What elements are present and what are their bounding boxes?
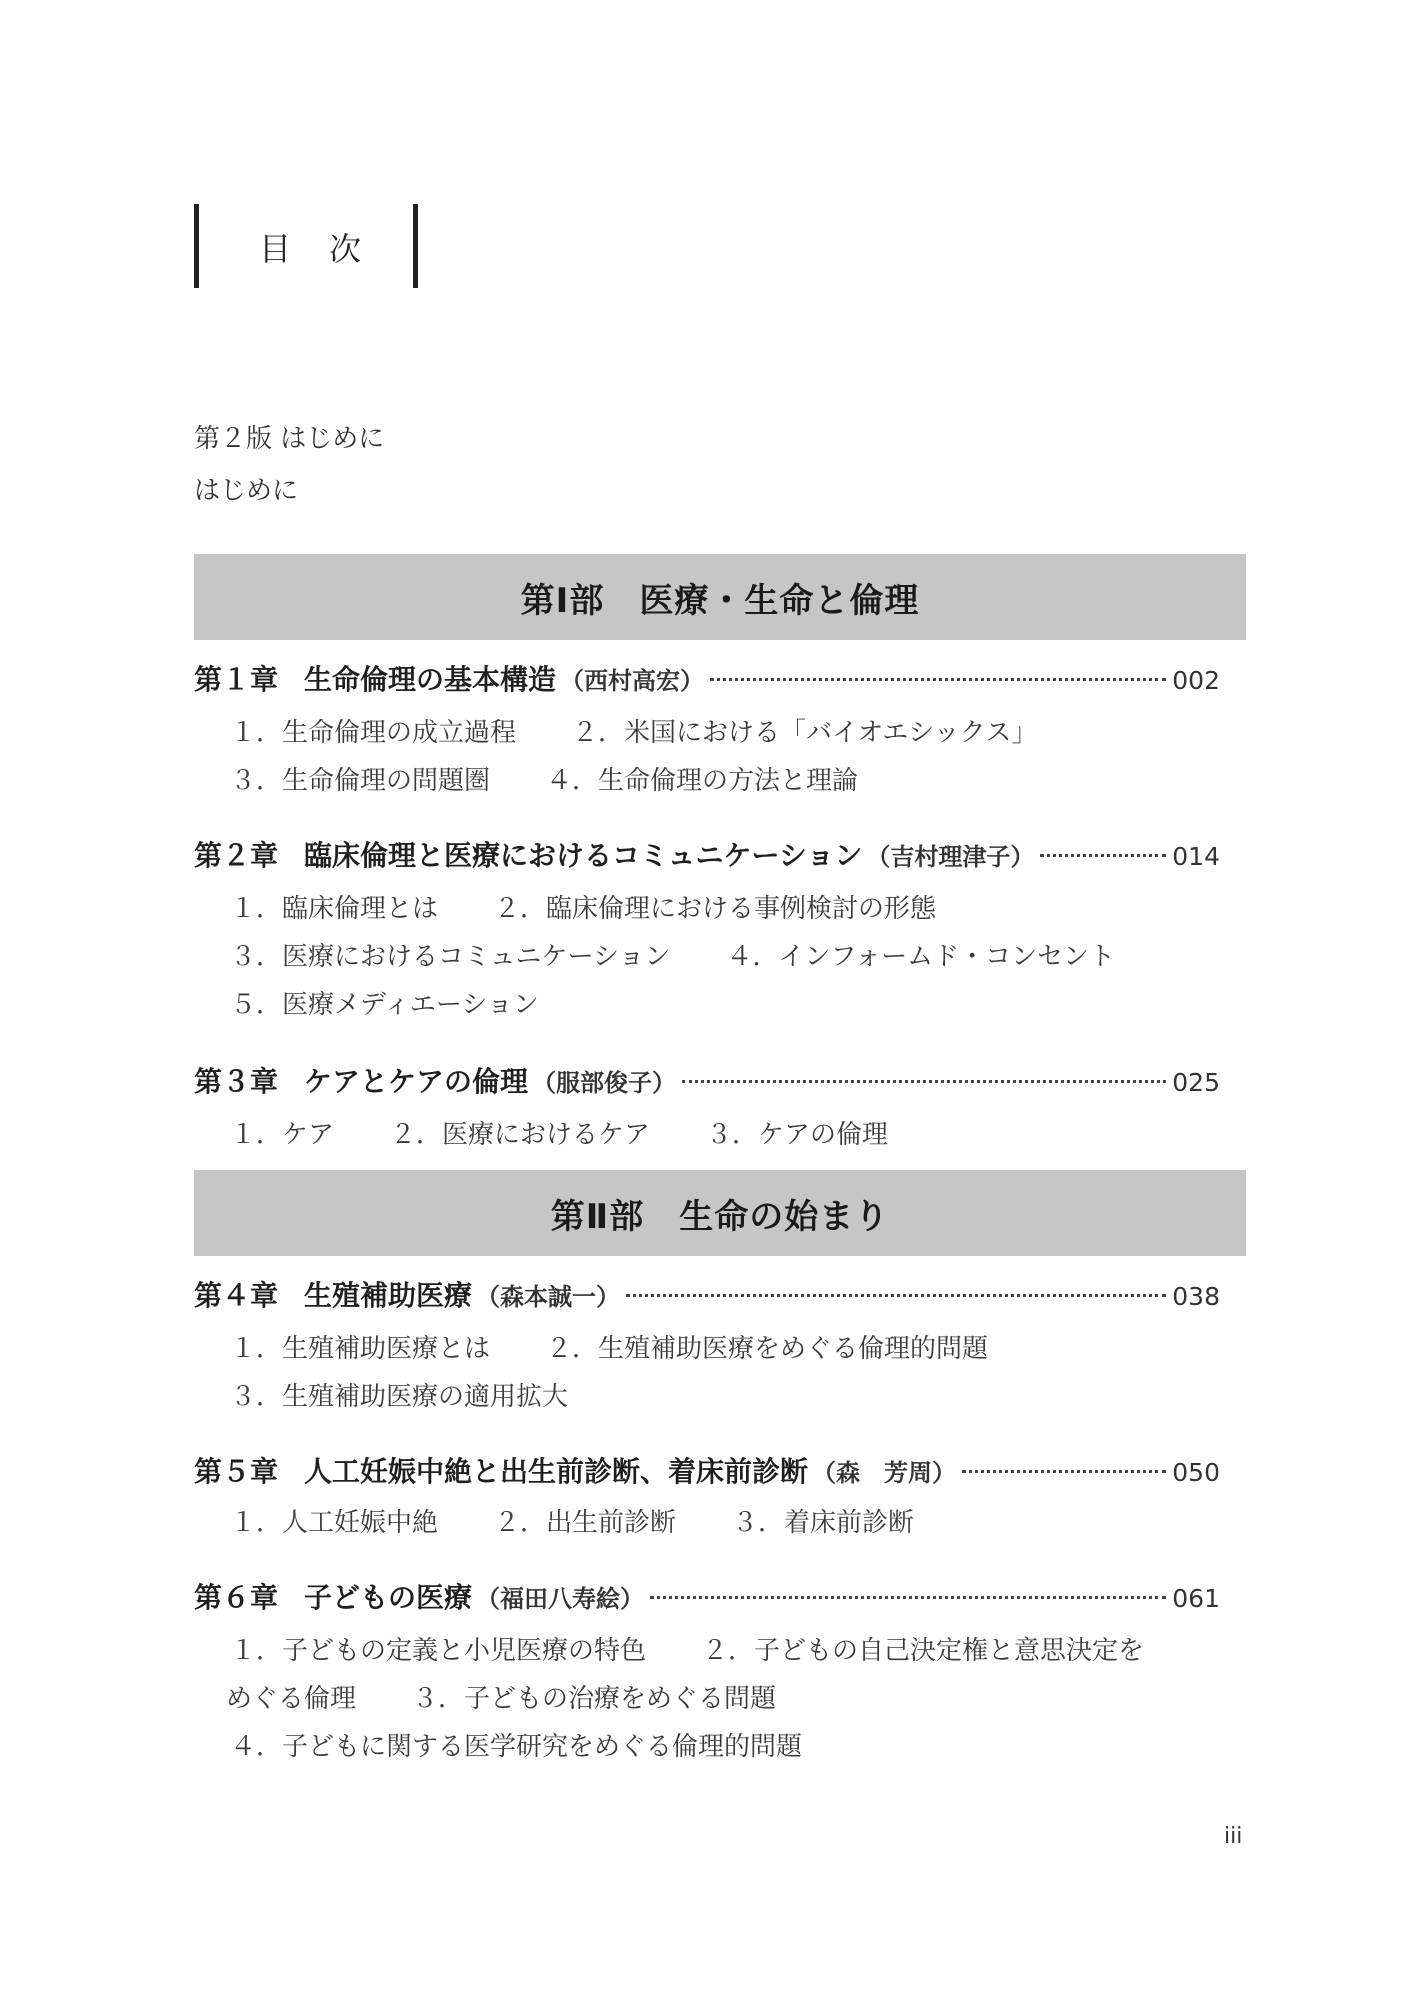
section-line [230,712,1093,749]
section-item[interactable]: １．人工妊娠中絶 [230,1508,439,1538]
front-matter-second-edition[interactable]: 第２版 はじめに [194,424,385,454]
toc-title: 目 次 [259,230,376,268]
chapter-entry-5[interactable] [194,1450,1220,1490]
chapter-author: （森本誠一） [476,1283,621,1311]
chapter-author: （吉村理津子） [866,843,1035,871]
chapter-page-number: 014 [1172,842,1220,871]
section-item[interactable]: ３．ケアの倫理 [706,1120,889,1150]
chapter-entry-2[interactable] [194,834,1220,874]
section-item[interactable]: ３．医療におけるコミュニケーション [230,942,671,972]
chapter-page-number: 050 [1172,1458,1220,1487]
dot-leader [710,678,1166,681]
section-item[interactable]: ３．生命倫理の問題圏 [230,766,491,796]
section-line [230,1328,1044,1365]
section-item[interactable]: ３．着床前診断 [732,1508,915,1538]
chapter-author: （福田八寿絵） [476,1585,645,1613]
dot-leader [962,1470,1166,1473]
chapter-title: ケアとケアの倫理 [304,1065,529,1098]
part-banner-2 [194,1170,1246,1256]
dot-leader [1040,854,1166,857]
section-line [230,1114,944,1151]
section-item[interactable]: ２．出生前診断 [494,1508,677,1538]
section-line [230,760,914,797]
section-line [230,984,595,1021]
part-banner-1 [194,554,1246,640]
section-line [226,1678,832,1715]
chapter-title: 臨床倫理と医療におけるコミュニケーション [304,839,863,872]
chapter-title: 生命倫理の基本構造 [304,663,557,696]
chapter-author: （服部俊子） [532,1069,677,1097]
front-matter-introduction[interactable]: はじめに [194,476,299,506]
chapter-label: 第５章 [194,1455,279,1488]
section-item[interactable]: １．生殖補助医療とは [230,1334,491,1364]
section-line [230,1502,970,1539]
section-item[interactable]: １．ケア [230,1120,335,1150]
part-title: 第Ⅰ部 医療・生命と倫理 [520,580,920,621]
section-line [230,936,1171,973]
section-item[interactable]: １．臨床倫理とは [230,894,439,924]
section-item[interactable]: ３．子どもの治療をめぐる問題 [412,1684,777,1714]
section-line [230,888,992,925]
chapter-entry-4[interactable] [194,1274,1220,1314]
chapter-label: 第４章 [194,1279,279,1312]
chapter-title: 人工妊娠中絶と出生前診断、着床前診断 [304,1455,809,1488]
section-line [230,1726,858,1763]
section-item[interactable]: ２．臨床倫理における事例検討の形態 [494,894,937,924]
section-item[interactable]: ２．医療におけるケア [390,1120,651,1150]
section-item[interactable]: めぐる倫理 [226,1684,357,1714]
dot-leader [650,1596,1166,1599]
chapter-entry-6[interactable] [194,1576,1220,1616]
section-line [230,1630,1200,1667]
section-item[interactable]: ３．生殖補助医療の適用拡大 [230,1382,569,1412]
chapter-title: 子どもの医療 [304,1581,473,1614]
section-item[interactable]: ５．医療メディエーション [230,990,539,1020]
chapter-page-number: 061 [1172,1584,1220,1613]
section-item[interactable]: ４．インフォームド・コンセント [726,942,1116,972]
section-item[interactable]: ４．生命倫理の方法と理論 [546,766,859,796]
section-item[interactable]: １．生命倫理の成立過程 [230,718,517,748]
chapter-label: 第１章 [194,663,279,696]
section-item[interactable]: ２．子どもの自己決定権と意思決定を [702,1636,1145,1666]
section-item[interactable]: ２．米国における「バイオエシックス」 [572,718,1038,748]
page-number: iii [1224,1824,1243,1849]
toc-title-block [194,204,418,288]
chapter-entry-3[interactable] [194,1060,1220,1100]
chapter-title: 生殖補助医療 [304,1279,473,1312]
section-item[interactable]: ２．生殖補助医療をめぐる倫理的問題 [546,1334,989,1364]
section-item[interactable]: ４．子どもに関する医学研究をめぐる倫理的問題 [230,1732,803,1762]
chapter-page-number: 025 [1172,1068,1220,1097]
chapter-label: 第６章 [194,1581,279,1614]
chapter-label: 第２章 [194,839,279,872]
chapter-page-number: 002 [1172,666,1220,695]
section-item[interactable]: １．子どもの定義と小児医療の特色 [230,1636,647,1666]
chapter-author: （森 芳周） [812,1459,957,1487]
chapter-page-number: 038 [1172,1282,1220,1311]
dot-leader [682,1080,1166,1083]
dot-leader [626,1294,1166,1297]
chapter-label: 第３章 [194,1065,279,1098]
chapter-author: （西村高宏） [560,667,705,695]
chapter-entry-1[interactable] [194,658,1220,698]
part-title: 第Ⅱ部 生命の始まり [550,1196,890,1237]
section-line [230,1376,624,1413]
